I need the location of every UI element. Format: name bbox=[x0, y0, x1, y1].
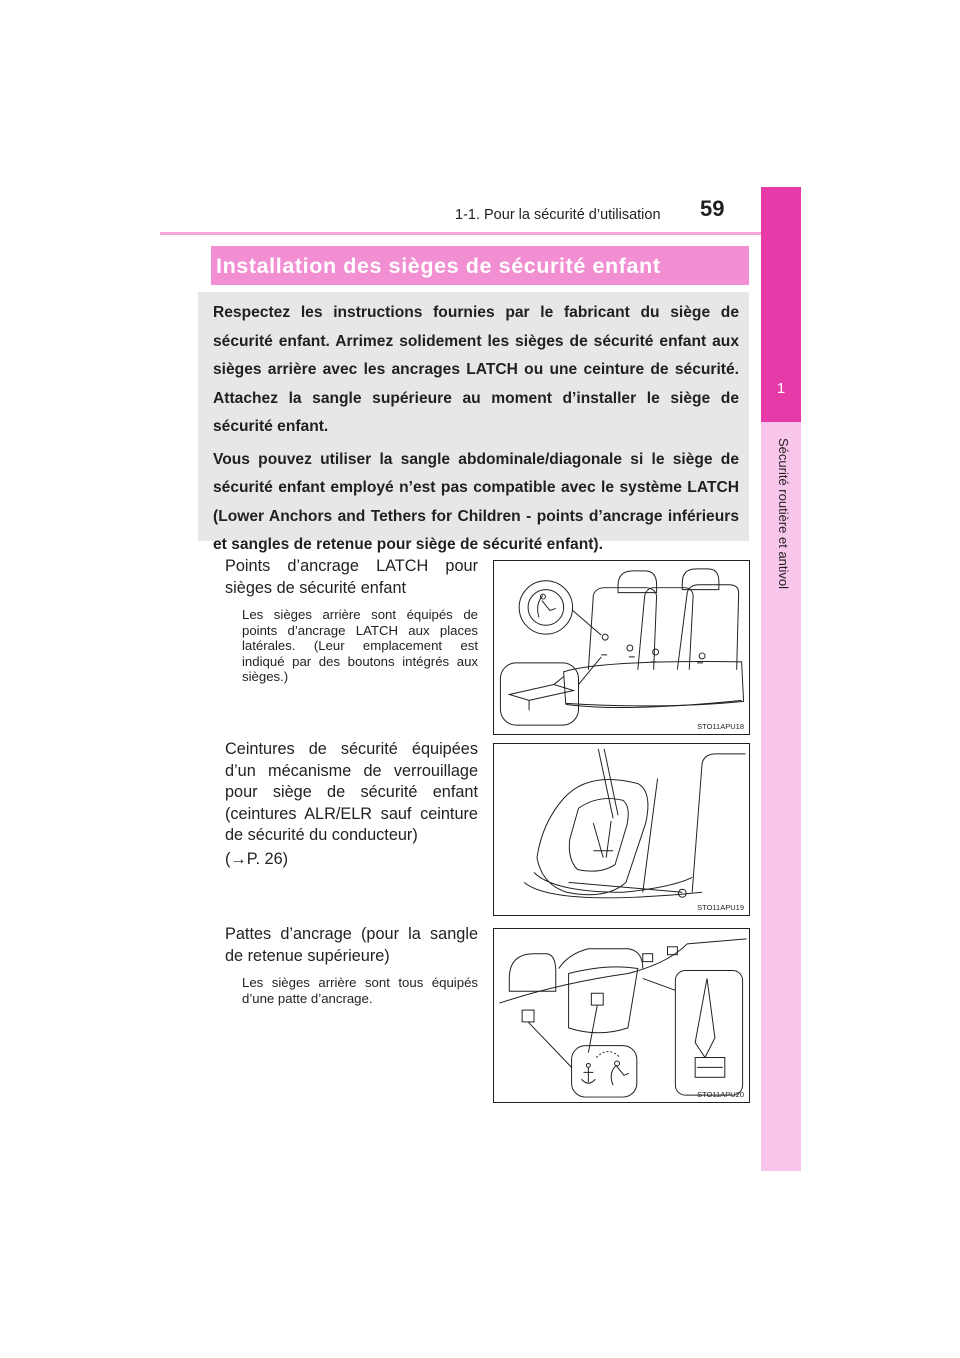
figure-code: STO11APU20 bbox=[697, 1090, 744, 1099]
item-note: Les sièges arrière sont tous équipés d’une patte d’ancrage. bbox=[242, 975, 478, 1006]
chapter-number: 1 bbox=[776, 380, 786, 397]
intro-box bbox=[198, 292, 749, 553]
chapter-title: Sécurité routière et antivol bbox=[776, 438, 791, 590]
item-heading: Points d’ancrage LATCH pour sièges de sécurité enfant bbox=[225, 557, 478, 597]
item-anchor-brackets bbox=[225, 924, 478, 1006]
item-heading: Pattes d’ancrage (pour la sangle de retenue supérieure) bbox=[225, 925, 478, 965]
item-note: Les sièges arrière sont équipés de points d’ancrage LATCH aux places latérales. (Leur emplacement est indiqué par des boutons intégrés aux sièges.) bbox=[242, 607, 478, 684]
rear-seat-latch-illustration bbox=[494, 561, 749, 734]
header-rule bbox=[160, 232, 800, 235]
item-locking-belts bbox=[225, 739, 478, 870]
page-number: 59 bbox=[700, 196, 725, 221]
figure-child-seat-belt bbox=[493, 743, 750, 916]
child-seat-belt-illustration bbox=[494, 744, 749, 915]
intro-paragraph-2: Vous pouvez utiliser la sangle abdominale/diagonale si le siège de sécurité enfant employé n’est pas compatible avec le système LATCH (Lower Anchors and Tethers for Children - points d’ancrage inférieurs et sangles de retenue pour siège de sécurité enfant). bbox=[213, 450, 739, 553]
item-page-reference: (→P. 26) bbox=[225, 849, 289, 868]
item-latch-anchors bbox=[225, 556, 478, 685]
intro-paragraph-1: Respectez les instructions fournies par le fabricant du siège de sécurité enfant. Arrimez solidement les sièges de sécurité enfant aux sièges arrière avec les ancrages LATCH ou une ceinture de sécurité. Attachez la sangle supérieure au moment d’installer le siège de sécurité enfant. bbox=[213, 304, 739, 435]
figure-anchor-brackets bbox=[493, 928, 750, 1103]
figure-code: STO11APU19 bbox=[697, 903, 744, 912]
section-title: 1-1. Pour la sécurité d’utilisation bbox=[455, 207, 661, 223]
section-heading: Installation des sièges de sécurité enfant bbox=[211, 246, 749, 285]
figure-latch-anchors bbox=[493, 560, 750, 735]
item-heading: Ceintures de sécurité équipées d’un mécanisme de verrouillage pour siège de sécurité enfant (ceintures ALR/ELR sauf ceinture de sécurité du conducteur) bbox=[225, 740, 478, 844]
figure-code: STO11APU18 bbox=[697, 722, 744, 731]
anchor-bracket-illustration bbox=[494, 929, 749, 1102]
